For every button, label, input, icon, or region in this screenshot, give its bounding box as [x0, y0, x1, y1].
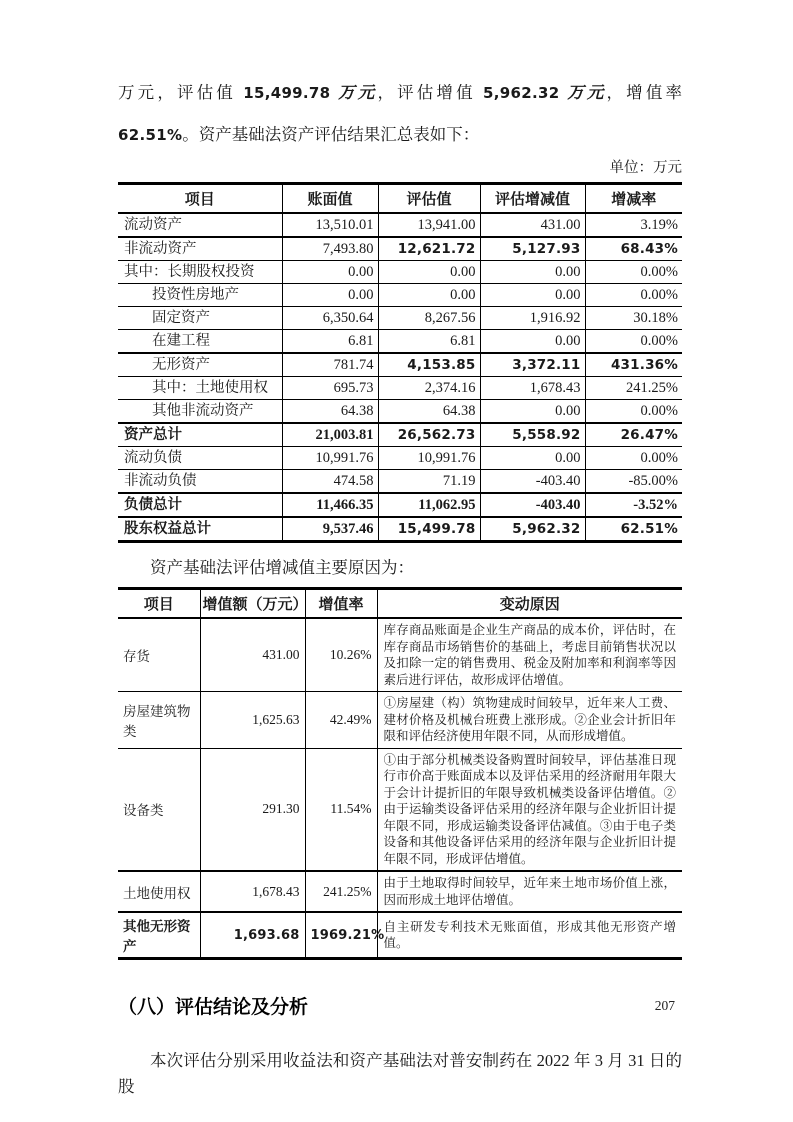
value-cell: 11,062.95 [378, 493, 480, 517]
item-cell: 资产总计 [118, 423, 282, 447]
item-cell: 流动负债 [118, 447, 282, 470]
value-cell: 0.00 [282, 284, 378, 307]
value-cell: 7,493.80 [282, 237, 378, 261]
intro-text-segment: 万元 [330, 84, 378, 102]
column-header: 增值额（万元） [200, 589, 305, 619]
column-header: 增减率 [585, 184, 682, 214]
item-cell: 无形资产 [118, 353, 282, 377]
value-cell: 26.47% [585, 423, 682, 447]
value-cell: -85.00% [585, 470, 682, 494]
table-row [118, 400, 682, 424]
table-row [118, 353, 682, 377]
table-row [118, 618, 682, 692]
value-cell: 0.00% [585, 284, 682, 307]
item-cell: 设备类 [118, 748, 200, 871]
value-cell: 2,374.16 [378, 377, 480, 400]
value-cell: 6.81 [378, 330, 480, 354]
value-cell: 0.00% [585, 330, 682, 354]
table-header-row [118, 184, 682, 214]
page-content [118, 0, 682, 1100]
value-cell: 11,466.35 [282, 493, 378, 517]
value-cell: 0.00% [585, 447, 682, 470]
column-header: 账面值 [282, 184, 378, 214]
intro-text-segment: 万元 [559, 84, 607, 102]
rate-cell: 11.54% [305, 748, 377, 871]
item-cell: 非流动负债 [118, 470, 282, 494]
item-cell: 存货 [118, 618, 200, 692]
table-header-row [118, 589, 682, 619]
value-cell: 5,962.32 [480, 517, 585, 542]
value-cell: 3.19% [585, 213, 682, 237]
value-cell: 0.00 [282, 261, 378, 284]
amount-cell: 1,693.68 [200, 912, 305, 959]
value-cell: 9,537.46 [282, 517, 378, 542]
reason-cell: ①房屋建（构）筑物建成时间较早，近年来人工费、建材价格及机械台班费上涨形成。②企业会计折旧年限和评估经济使用年限不同，从而形成增值。 [377, 692, 682, 749]
value-cell: 0.00% [585, 400, 682, 424]
page-number: 207 [654, 998, 675, 1013]
column-header: 评估增减值 [480, 184, 585, 214]
item-cell: 其他非流动资产 [118, 400, 282, 424]
reason-intro: 资产基础法评估增减值主要原因为： [150, 558, 414, 577]
value-cell: 21,003.81 [282, 423, 378, 447]
rate-cell: 1969.21% [305, 912, 377, 959]
rate-cell: 10.26% [305, 618, 377, 692]
value-cell: 3,372.11 [480, 353, 585, 377]
value-cell: 13,510.01 [282, 213, 378, 237]
amount-cell: 431.00 [200, 618, 305, 692]
value-cell: 1,678.43 [480, 377, 585, 400]
value-cell: 0.00 [378, 261, 480, 284]
reason-cell: 自主研发专利技术无账面值，形成其他无形资产增值。 [377, 912, 682, 959]
value-cell: 8,267.56 [378, 307, 480, 330]
table-row [118, 748, 682, 871]
table-row [118, 692, 682, 749]
reasons-table [118, 587, 682, 960]
value-cell: 0.00 [480, 284, 585, 307]
column-header: 评估值 [378, 184, 480, 214]
table-row [118, 470, 682, 494]
value-cell: 0.00 [378, 284, 480, 307]
value-cell: 0.00 [480, 330, 585, 354]
value-cell: -403.40 [480, 470, 585, 494]
value-cell: 0.00 [480, 400, 585, 424]
unit-label: 单位：万元 [609, 160, 682, 176]
value-cell: 0.00% [585, 261, 682, 284]
value-cell: 15,499.78 [378, 517, 480, 542]
item-cell: 固定资产 [118, 307, 282, 330]
value-cell: 71.19 [378, 470, 480, 494]
item-cell: 流动资产 [118, 213, 282, 237]
table-row [118, 237, 682, 261]
item-cell: 非流动资产 [118, 237, 282, 261]
value-cell: 6.81 [282, 330, 378, 354]
table-row [118, 213, 682, 237]
intro-paragraph [118, 72, 682, 156]
intro-text-segment: ，评估增值 [377, 83, 484, 102]
intro-text-segment: 5,962.32 [483, 84, 560, 102]
value-cell: 64.38 [282, 400, 378, 424]
reason-cell: ①由于部分机械类设备购置时间较早，评估基准日现行市价高于账面成本以及评估采用的经济耐用年限大于会计计提折旧的年限导致机械类设备评估增值。②由于运输类设备评估采用的经济年限与企业折旧计提年限不同，形成运输类设备评估减值。③由于电子类设备和其他设备评估采用的经济年限与企业折旧计提年限不同，形成评估增值。 [377, 748, 682, 871]
value-cell: 431.36% [585, 353, 682, 377]
rate-cell: 241.25% [305, 871, 377, 912]
value-cell: 431.00 [480, 213, 585, 237]
amount-cell: 1,678.43 [200, 871, 305, 912]
item-cell: 其中：长期股权投资 [118, 261, 282, 284]
column-header: 项目 [118, 184, 282, 214]
rate-cell: 42.49% [305, 692, 377, 749]
intro-text-segment: 。资产基础法资产评估结果汇总表如下： [182, 125, 480, 144]
value-cell: 695.73 [282, 377, 378, 400]
column-header: 增值率 [305, 589, 377, 619]
column-header: 变动原因 [377, 589, 682, 619]
value-cell: 4,153.85 [378, 353, 480, 377]
value-cell: 12,621.72 [378, 237, 480, 261]
value-cell: 6,350.64 [282, 307, 378, 330]
table-row [118, 423, 682, 447]
reason-cell: 库存商品账面是企业生产商品的成本价，评估时，在库存商品市场销售价的基础上，考虑目前销售状况以及扣除一定的销售费用、税金及附加率和利润率等因素后进行评估，故形成评估增值。 [377, 618, 682, 692]
amount-cell: 291.30 [200, 748, 305, 871]
value-cell: 26,562.73 [378, 423, 480, 447]
value-cell: 62.51% [585, 517, 682, 542]
intro-text-segment: 62.51% [118, 126, 183, 144]
value-cell: -3.52% [585, 493, 682, 517]
intro-text-segment: ，增值率 [606, 83, 682, 102]
value-cell: 1,916.92 [480, 307, 585, 330]
value-cell: 10,991.76 [282, 447, 378, 470]
intro-text-segment: 15,499.78 [243, 84, 331, 102]
value-cell: 781.74 [282, 353, 378, 377]
table-row [118, 330, 682, 354]
item-cell: 土地使用权 [118, 871, 200, 912]
item-cell: 股东权益总计 [118, 517, 282, 542]
value-cell: 0.00 [480, 447, 585, 470]
table-row [118, 871, 682, 912]
value-cell: -403.40 [480, 493, 585, 517]
table-row [118, 447, 682, 470]
section-heading: （八）评估结论及分析 [118, 997, 309, 1018]
closing-paragraph: 本次评估分别采用收益法和资产基础法对普安制药在 2022 年 3 月 31 日的股 [118, 1051, 682, 1096]
table-row [118, 261, 682, 284]
table-row [118, 377, 682, 400]
item-cell: 在建工程 [118, 330, 282, 354]
amount-cell: 1,625.63 [200, 692, 305, 749]
column-header: 项目 [118, 589, 200, 619]
value-cell: 5,558.92 [480, 423, 585, 447]
value-cell: 13,941.00 [378, 213, 480, 237]
table-row [118, 517, 682, 542]
table-row [118, 284, 682, 307]
value-cell: 68.43% [585, 237, 682, 261]
table-row [118, 912, 682, 959]
item-cell: 房屋建筑物类 [118, 692, 200, 749]
table-row [118, 307, 682, 330]
item-cell: 其他无形资产 [118, 912, 200, 959]
item-cell: 负债总计 [118, 493, 282, 517]
item-cell: 投资性房地产 [118, 284, 282, 307]
summary-table [118, 182, 682, 543]
value-cell: 0.00 [480, 261, 585, 284]
value-cell: 241.25% [585, 377, 682, 400]
reason-cell: 由于土地取得时间较早，近年来土地市场价值上涨，因而形成土地评估增值。 [377, 871, 682, 912]
intro-text-segment: 万元，评估值 [118, 83, 244, 102]
value-cell: 5,127.93 [480, 237, 585, 261]
value-cell: 30.18% [585, 307, 682, 330]
value-cell: 474.58 [282, 470, 378, 494]
item-cell: 其中：土地使用权 [118, 377, 282, 400]
value-cell: 10,991.76 [378, 447, 480, 470]
value-cell: 64.38 [378, 400, 480, 424]
table-row [118, 493, 682, 517]
